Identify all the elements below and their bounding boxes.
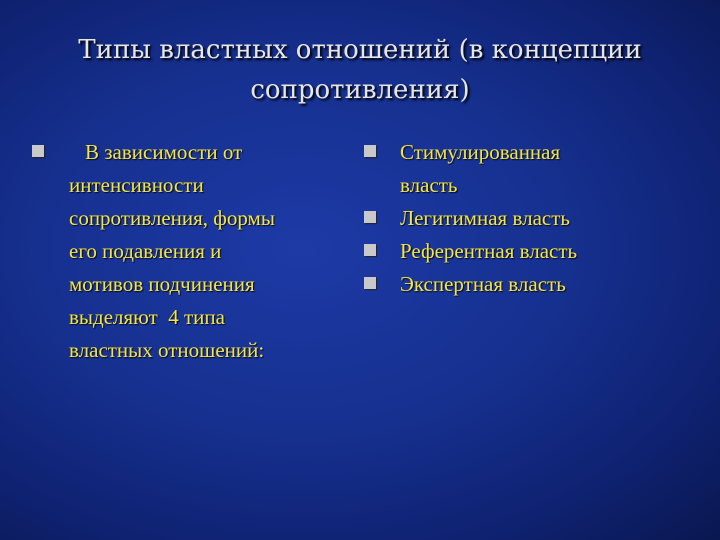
square-bullet-icon <box>364 277 376 289</box>
bullet-line: властных отношений: <box>69 338 265 362</box>
slide-title <box>40 30 680 111</box>
square-bullet-icon <box>32 145 44 157</box>
slide-title-line-2: сопротивления) <box>250 75 470 106</box>
bullet-item <box>364 268 704 301</box>
bullet-line: власть <box>400 173 458 197</box>
bullet-item <box>364 202 704 235</box>
bullet-line: интенсивности <box>69 173 204 197</box>
bullet-line: Стимулированная <box>400 140 561 164</box>
bullet-line: Экспертная власть <box>400 272 566 296</box>
bullet-line: сопротивления, формы <box>69 206 275 230</box>
bullet-line: Легитимная власть <box>400 206 570 230</box>
square-bullet-icon <box>364 211 376 223</box>
bullet-line: Референтная власть <box>400 239 578 263</box>
bullet-item <box>364 235 704 268</box>
bullet-item <box>32 136 362 367</box>
bullet-item <box>364 136 704 202</box>
square-bullet-icon <box>364 244 376 256</box>
bullet-line: В зависимости от <box>85 140 243 164</box>
bullet-line: мотивов подчинения <box>69 272 255 296</box>
left-column <box>32 136 362 367</box>
square-bullet-icon <box>364 145 376 157</box>
right-column <box>364 136 704 301</box>
bullet-line: его подавления и <box>69 239 222 263</box>
bullet-line: выделяют 4 типа <box>69 305 225 329</box>
slide-title-line-1: Типы властных отношений (в концепции <box>78 35 642 65</box>
